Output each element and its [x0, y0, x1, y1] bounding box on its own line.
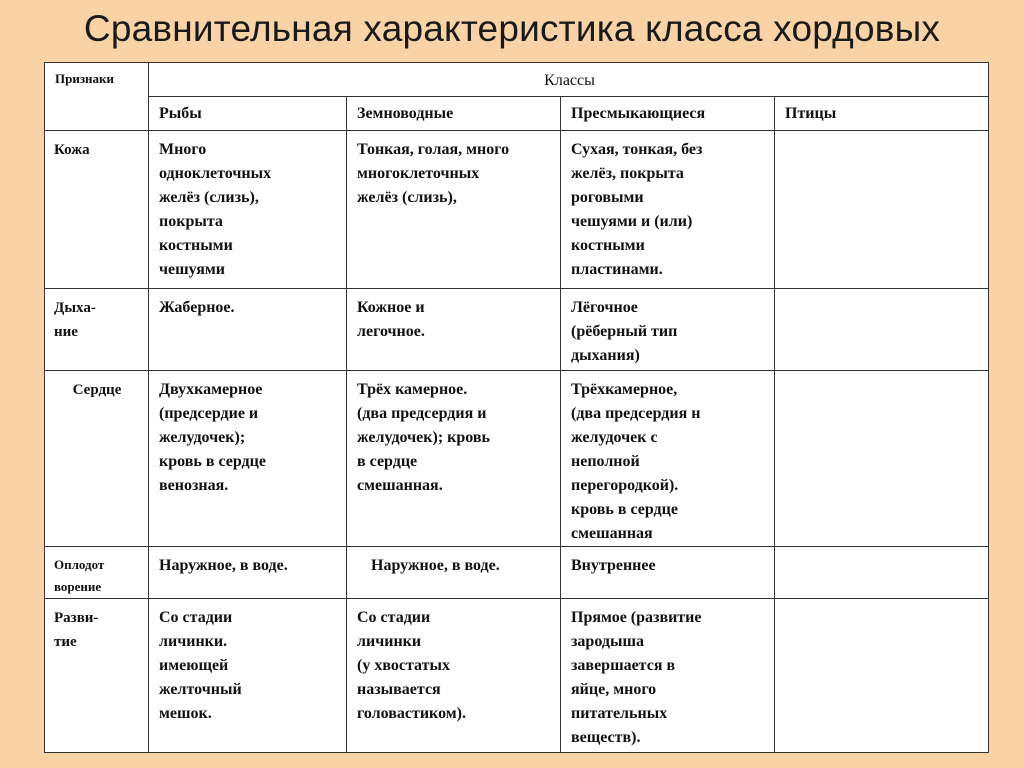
table-row-fertilization: [45, 547, 989, 599]
table-cell: Сухая, тонкая, без желёз, покрыта роговыми чешуями и (или) костными пластинами.: [561, 131, 775, 289]
table-row-skin: [45, 131, 989, 289]
column-header-birds: Птицы: [775, 97, 989, 131]
table-cell: Прямое (развитие зародыша завершается в яйце, много питательных веществ).: [561, 599, 775, 753]
table-cell: [775, 547, 989, 599]
table-cell: Внутреннее: [561, 547, 775, 599]
table-cell: Тонкая, голая, много многоклеточных желёз (слизь),: [347, 131, 561, 289]
table-cell: Наружное, в воде.: [347, 547, 561, 599]
table-cell: [775, 289, 989, 371]
table-row-heart: [45, 371, 989, 547]
classes-header: Классы: [149, 63, 989, 97]
table-cell: Трёхкамерное, (два предсердия н желудочек с неполной перегородкой). кровь в сердце смешанная: [561, 371, 775, 547]
table-cell: Лёгочное (рёберный тип дыхания): [561, 289, 775, 371]
row-feature-label: Кожа: [45, 131, 149, 289]
table-row-development: [45, 599, 989, 753]
table-row-breathing: [45, 289, 989, 371]
row-feature-label: Сердце: [45, 371, 149, 547]
row-feature-label: Дыха- ние: [45, 289, 149, 371]
table-cell: [775, 131, 989, 289]
table-cell: [775, 599, 989, 753]
column-header-fish: Рыбы: [149, 97, 347, 131]
table-cell: Кожное и легочное.: [347, 289, 561, 371]
table-cell: Со стадии личинки (у хвостатых называется головастиком).: [347, 599, 561, 753]
row-feature-label: Оплодот ворение: [45, 547, 149, 599]
table-header-row: [45, 63, 989, 97]
table-cell: [775, 371, 989, 547]
table-cell: Трёх камерное. (два предсердия и желудочек); кровь в сердце смешанная.: [347, 371, 561, 547]
column-header-reptiles: Пресмыкающиеся: [561, 97, 775, 131]
feature-header: Признаки: [45, 63, 149, 131]
table-cell: Со стадии личинки. имеющей желточный мешок.: [149, 599, 347, 753]
table-cell: Жаберное.: [149, 289, 347, 371]
table-cell: Много одноклеточных желёз (слизь), покрыта костными чешуями: [149, 131, 347, 289]
row-feature-label: Разви- тие: [45, 599, 149, 753]
comparison-table: [44, 62, 989, 753]
table-cell: Наружное, в воде.: [149, 547, 347, 599]
column-header-amphibians: Земноводные: [347, 97, 561, 131]
column-header-row: [45, 97, 989, 131]
slide-title: Сравнительная характеристика класса хордовых: [83, 8, 941, 49]
table-cell: Двухкамерное (предсердие и желудочек); кровь в сердце венозная.: [149, 371, 347, 547]
